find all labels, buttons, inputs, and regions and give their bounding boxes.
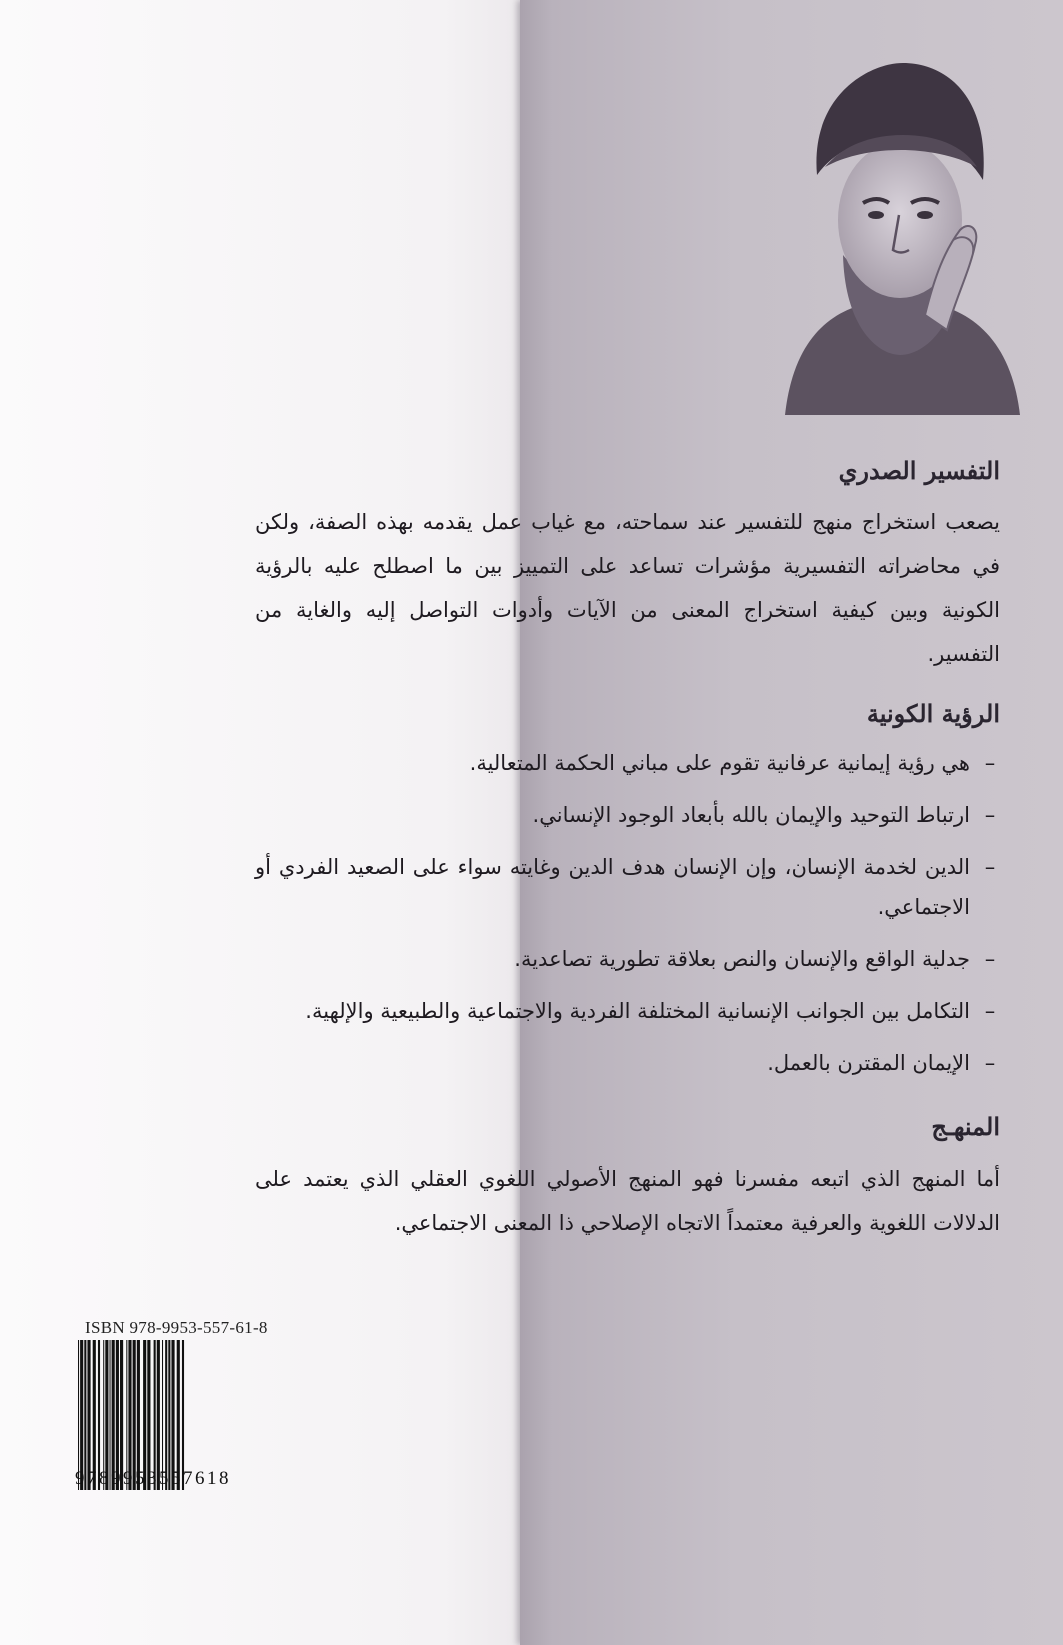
- isbn-barcode-block: [75, 1318, 285, 1503]
- list-item-text: جدلية الواقع والإنسان والنص بعلاقة تطورية تصاعدية.: [514, 947, 970, 972]
- list-item: [255, 1043, 1000, 1083]
- section-heading-tafsir: التفسير الصدري: [838, 456, 1000, 485]
- dash-bullet: –: [984, 751, 996, 776]
- method-paragraph: أما المنهج الذي اتبعه مفسرنا فهو المنهج الأصولي اللغوي العقلي الذي يعتمد على الدلالات اللغوية والعرفية معتمداً الاتجاه الإصلاحي ذا المعنى الاجتماعي.: [255, 1166, 1000, 1235]
- isbn-label: ISBN 978-9953-557-61-8: [85, 1318, 268, 1337]
- dash-bullet: –: [984, 855, 996, 880]
- list-item: [255, 847, 1000, 927]
- list-item: [255, 743, 1000, 783]
- dash-bullet: –: [984, 1051, 996, 1076]
- list-item: [255, 795, 1000, 835]
- dash-bullet: –: [984, 999, 996, 1024]
- dash-bullet: –: [984, 803, 996, 828]
- list-item-text: التكامل بين الجوانب الإنسانية المختلفة الفردية والاجتماعية والطبيعية والإلهية.: [305, 999, 970, 1024]
- list-item-text: الإيمان المقترن بالعمل.: [767, 1051, 970, 1076]
- list-item-text: الدين لخدمة الإنسان، وإن الإنسان هدف الدين وغايته سواء على الصعيد الفردي أو الاجتماعي.: [255, 855, 970, 920]
- section-heading-method: المنهـج: [931, 1112, 1000, 1142]
- list-item-text: هي رؤية إيمانية عرفانية تقوم على مباني الحكمة المتعالية.: [469, 751, 970, 776]
- list-item: [255, 939, 1000, 979]
- list-item: [255, 991, 1000, 1031]
- back-cover-text: [255, 455, 1000, 1267]
- tafsir-paragraph: يصعب استخراج منهج للتفسير عند سماحته، مع غياب عمل يقدمه بهذه الصفة، ولكن في محاضراته التفسيرية مؤشرات تساعد على التمييز بين ما اصطلح عليه بالرؤية الكونية وبين كيفية استخراج المعنى من الآيات وأدوات التواصل إليه والغاية من التفسير.: [255, 510, 1000, 667]
- author-portrait: [775, 55, 1025, 420]
- barcode-digits: 9789953557618: [75, 1468, 231, 1489]
- dash-bullet: –: [984, 947, 996, 972]
- list-item-text: ارتباط التوحيد والإيمان بالله بأبعاد الوجود الإنساني.: [532, 803, 970, 828]
- worldview-list: [255, 743, 1000, 1083]
- section-heading-worldview: الرؤية الكونية: [866, 699, 1000, 729]
